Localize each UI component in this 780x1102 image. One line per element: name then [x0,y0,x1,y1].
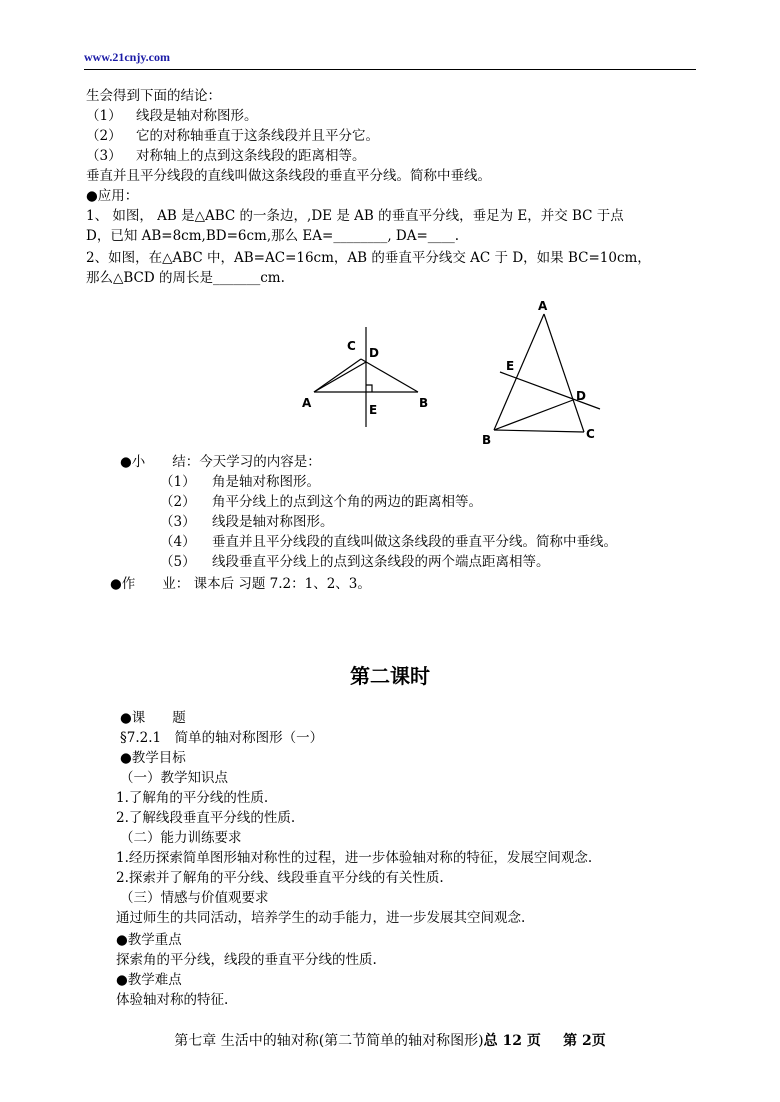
point-label-e: E [369,403,378,417]
point-label-d: D [576,389,586,403]
item-number: （2） [160,494,196,510]
lesson-2-title: 第二课时 [350,664,430,688]
goals-heading: ●教学目标 [120,750,186,766]
item-text: 线段是轴对称图形。 [212,514,334,530]
item-number: （1） [160,474,196,490]
site-link[interactable]: www.21cnjy.com [84,50,170,64]
question-2-line-1: 2、如图，在△ABC 中，AB=AC=16cm，AB 的垂直平分线交 AC 于 D，如果 BC=10cm， [86,250,651,266]
question-1-line-1: 1、 如图， AB 是△ABC 的一条边，,DE 是 AB 的垂直平分线，垂足为 E，并交 BC 于点 [86,208,624,224]
topic-label: ●课 题 [120,710,186,726]
item-number: （3） [86,148,122,164]
item-number: （1） [86,108,122,124]
difficulty-heading: ●教学难点 [116,972,182,988]
item-number: （5） [160,554,196,570]
ability-item-1: 1.经历探索简单图形轴对称性的过程，进一步体验轴对称的特征，发展空间观念. [116,850,593,866]
footer-page-number: 第 2页 [563,1033,606,1049]
segment-ad [314,362,366,392]
summary-item-2 [160,492,482,512]
point-label-b: B [482,433,492,447]
summary-item-4 [160,532,617,552]
point-label-e: E [506,359,515,373]
segment-bd [494,400,573,430]
ability-heading: （二）能力训练要求 [120,830,242,846]
item-number: （3） [160,514,196,530]
point-label-c: C [586,427,595,441]
point-label-c: C [347,339,356,353]
knowledge-item-1: 1.了解角的平分线的性质. [116,790,269,806]
summary-item-5 [160,552,550,572]
knowledge-item-2: 2.了解线段垂直平分线的性质. [116,810,296,826]
footer-chapter: 第七章 生活中的轴对称(第二节简单的轴对称图形) [174,1033,484,1049]
summary-label: ●小 结：今天学习的内容是： [120,454,321,470]
segment-ac [544,314,584,432]
item-text: 它的对称轴垂直于这条线段并且平分它。 [136,128,379,144]
page-footer [0,1030,780,1050]
question-2-line-2: 那么△BCD 的周长是_______cm. [86,270,285,286]
item-text: 线段是轴对称图形。 [136,108,258,124]
footer-total-pages: 总 12 页 [483,1033,541,1049]
header-rule [84,69,696,70]
values-heading: （三）情感与价值观要求 [120,890,269,906]
point-label-d: D [369,346,379,360]
item-number: （2） [86,128,122,144]
summary-item-3 [160,512,334,532]
knowledge-heading: （一）教学知识点 [120,770,228,786]
key-points-text: 探索角的平分线，线段的垂直平分线的性质. [116,952,377,968]
point-label-b: B [419,396,429,410]
values-item-1: 通过师生的共同活动，培养学生的动手能力，进一步发展其空间观念. [116,910,526,926]
item-text: 对称轴上的点到这条线段的距离相等。 [136,148,366,164]
segment-bc [361,359,418,392]
item-text: 角是轴对称图形。 [212,474,320,490]
figure-1-diagram [298,325,442,431]
summary-item-1 [160,472,320,492]
question-1-line-2: D，已知 AB=8cm,BD=6cm,那么 EA=________, DA=____. [86,228,460,244]
conclusion-2 [86,126,379,146]
point-label-a: A [538,299,548,313]
key-points-heading: ●教学重点 [116,932,182,948]
homework-text: ●作 业： 课本后 习题 7.2：1、2、3。 [110,576,371,592]
point-label-a: A [302,396,312,410]
definition-text: 垂直并且平分线段的直线叫做这条线段的垂直平分线。简称中垂线。 [86,168,491,184]
item-text: 线段垂直平分线上的点到这条线段的两个端点距离相等。 [212,554,550,570]
application-heading: ●应用： [86,188,139,204]
item-text: 垂直并且平分线段的直线叫做这条线段的垂直平分线。简称中垂线。 [212,534,617,550]
ability-item-2: 2.探索并了解角的平分线、线段垂直平分线的有关性质. [116,870,444,886]
figure-2-diagram [478,296,608,450]
difficulty-text: 体验轴对称的特征. [116,992,229,1008]
item-text: 角平分线上的点到这个角的两边的距离相等。 [212,494,482,510]
intro-text: 生会得到下面的结论： [86,88,221,104]
segment-bc [494,430,584,432]
topic-text: §7.2.1 简单的轴对称图形（一） [120,730,324,746]
item-number: （4） [160,534,196,550]
conclusion-1 [86,106,258,126]
right-angle-mark [366,385,372,392]
segment-ac [314,359,361,392]
conclusion-3 [86,146,366,166]
